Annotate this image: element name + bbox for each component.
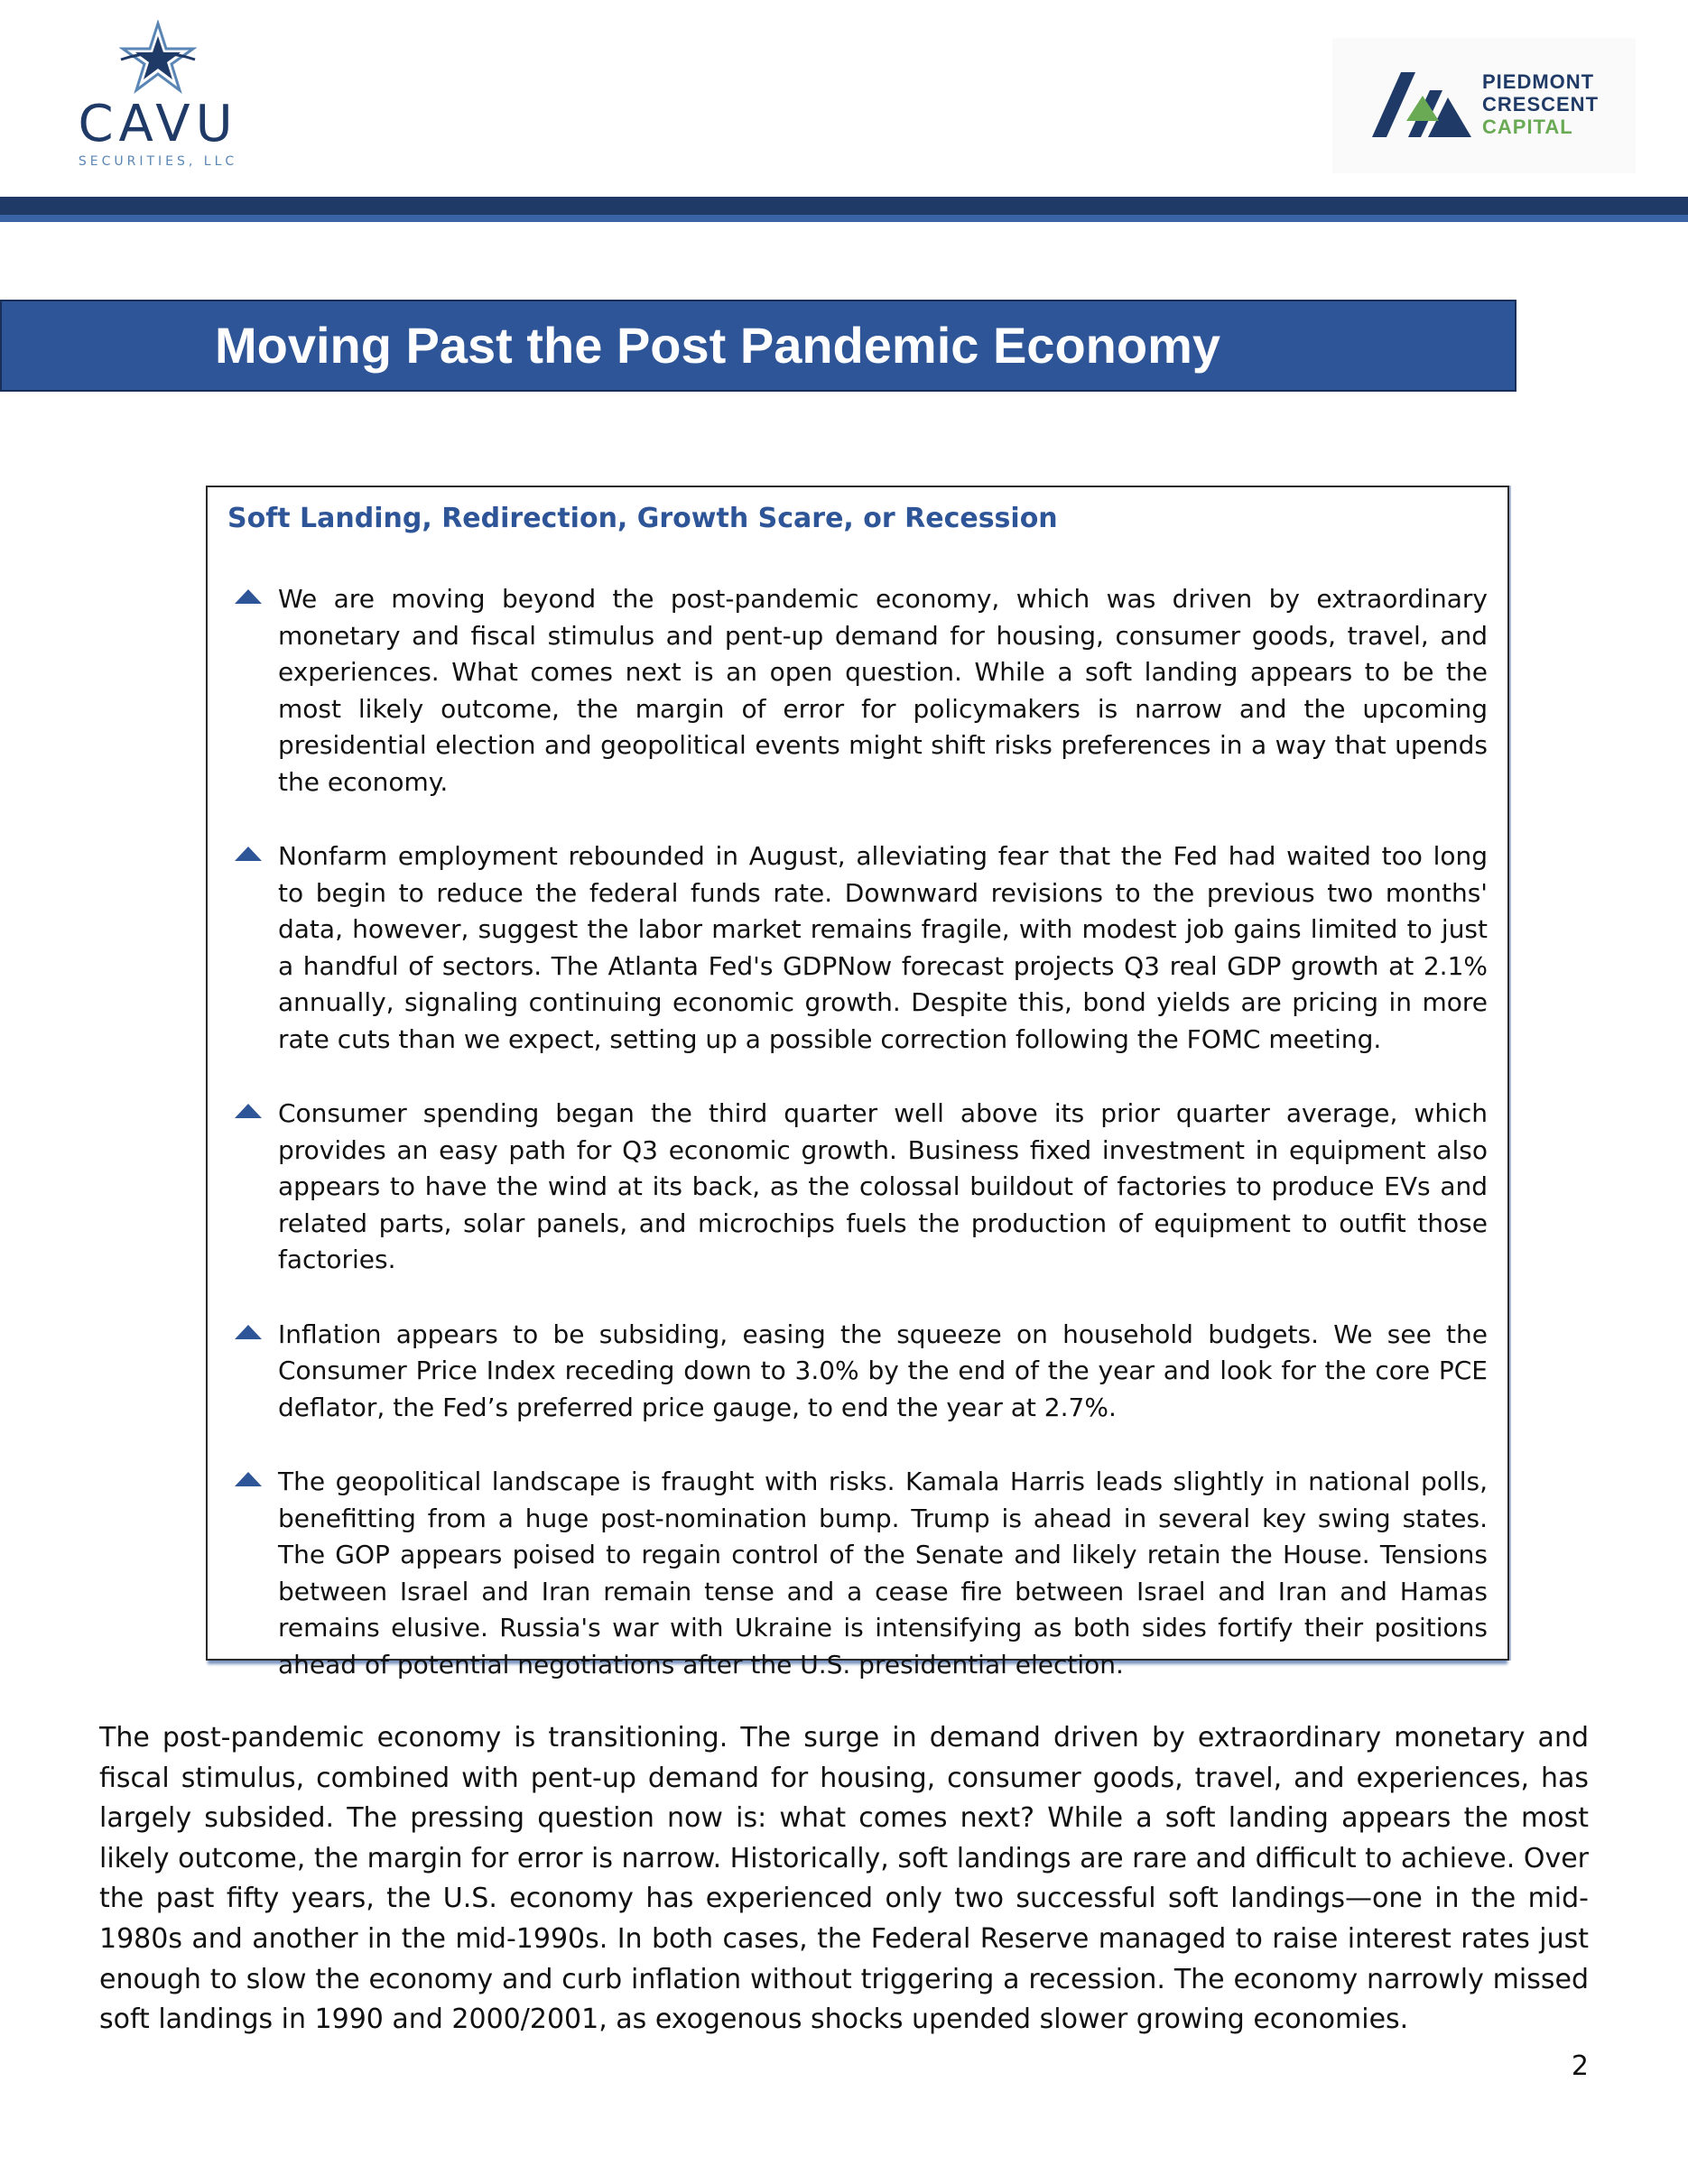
- star-logo-icon: [119, 20, 197, 96]
- body-paragraph: The post-pandemic economy is transitioning. The surge in demand driven by extraordinary monetary and fiscal stimulus, combined with pent-up demand for housing, consumer goods, travel, and experiences, has largely subsided. The pressing question now is: what comes next? While a soft landing appears the most likely outcome, the margin for error is narrow. Historically, soft landings are rare and difficult to achieve. Over the past fifty years, the U.S. economy has experienced only two successful soft landings—one in the mid-1980s and another in the mid-1990s. In both cases, the Federal Reserve managed to raise interest rates just enough to slow the economy and curb inflation without triggering a recession. The economy narrowly missed soft landings in 1990 and 2000/2001, as exogenous shocks upended slower growing economies.: [99, 1722, 1589, 2036]
- title-banner: [0, 300, 1516, 392]
- triangle-up-icon: [235, 1325, 262, 1339]
- header-rule-dark: [0, 197, 1688, 215]
- summary-box: [206, 486, 1509, 1680]
- summary-bullet: [208, 1317, 1507, 1427]
- summary-bullet-text: Inflation appears to be subsiding, easing the squeeze on household budgets. We see the Consumer Price Index receding down to 3.0% by the end of the year and look for the core PCE deflator, the Fed’s preferred price gauge, to end the year at 2.7%.: [278, 1319, 1488, 1422]
- pcc-line-3: CAPITAL: [1482, 116, 1573, 138]
- summary-bullet-text: We are moving beyond the post-pandemic economy, which was driven by extraordinary monetary and fiscal stimulus and pent-up demand for housing, consumer goods, travel, and experiences. What comes next is an open question. While a soft landing appears to be the most likely outcome, the margin of error for policymakers is narrow and the upcoming presidential election and geopolitical events might shift risks preferences in a way that upends the economy.: [278, 584, 1488, 797]
- summary-bullet: [208, 1096, 1507, 1279]
- mountain-logo-icon: [1372, 65, 1473, 141]
- summary-bullet-text: The geopolitical landscape is fraught with risks. Kamala Harris leads slightly in national polls, benefitting from a huge post-nomination bump. Trump is ahead in several key swing states. The GOP appears poised to regain control of the Senate and likely retain the House. Tensions between Israel and Iran remain tense and a cease fire between Israel and Iran and Hamas remains elusive. Russia's war with Ukraine is intensifying as both sides fortify their positions ahead of potential negotiations after the U.S. presidential election.: [278, 1467, 1488, 1680]
- cavu-subtitle: SECURITIES, LLC: [78, 154, 238, 169]
- page-number: 2: [1571, 2050, 1589, 2082]
- pcc-line-2: CRESCENT: [1482, 93, 1600, 116]
- page-header: [0, 0, 1688, 226]
- summary-bullet-text: Nonfarm employment rebounded in August, alleviating fear that the Fed had waited too long to begin to reduce the federal funds rate. Downward revisions to the previous two months' data, however, suggest the labor market remains fragile, with modest job gains limited to just a handful of sectors. The Atlanta Fed's GDPNow forecast projects Q3 real GDP growth at 2.1% annually, signaling continuing economic growth. Despite this, bond yields are pricing in more rate cuts than we expect, setting up a possible correction following the FOMC meeting.: [278, 841, 1488, 1054]
- summary-bullet: [208, 1464, 1507, 1683]
- piedmont-wordmark: [1482, 70, 1599, 138]
- triangle-up-icon: [235, 1472, 262, 1486]
- summary-bullet-text: Consumer spending began the third quarter well above its prior quarter average, which provides an easy path for Q3 economic growth. Business fixed investment in equipment also appears to have the wind at its back, as the colossal buildout of factories to produce EVs and related parts, solar panels, and microchips fuels the production of equipment to outfit those factories.: [278, 1098, 1488, 1274]
- summary-bullet: [208, 581, 1507, 800]
- summary-bullet: [208, 838, 1507, 1058]
- summary-bullet-list: [208, 581, 1507, 1721]
- header-rule-light: [0, 215, 1688, 222]
- cavu-logo: [72, 20, 244, 173]
- triangle-up-icon: [235, 589, 262, 604]
- piedmont-crescent-logo: [1332, 38, 1636, 173]
- triangle-up-icon: [235, 1104, 262, 1118]
- summary-heading: Soft Landing, Redirection, Growth Scare, or Recession: [227, 503, 1058, 534]
- page-title: Moving Past the Post Pandemic Economy: [215, 317, 1221, 374]
- pcc-line-1: PIEDMONT: [1482, 70, 1595, 93]
- cavu-wordmark: CAVU: [78, 95, 238, 153]
- triangle-up-icon: [235, 847, 262, 861]
